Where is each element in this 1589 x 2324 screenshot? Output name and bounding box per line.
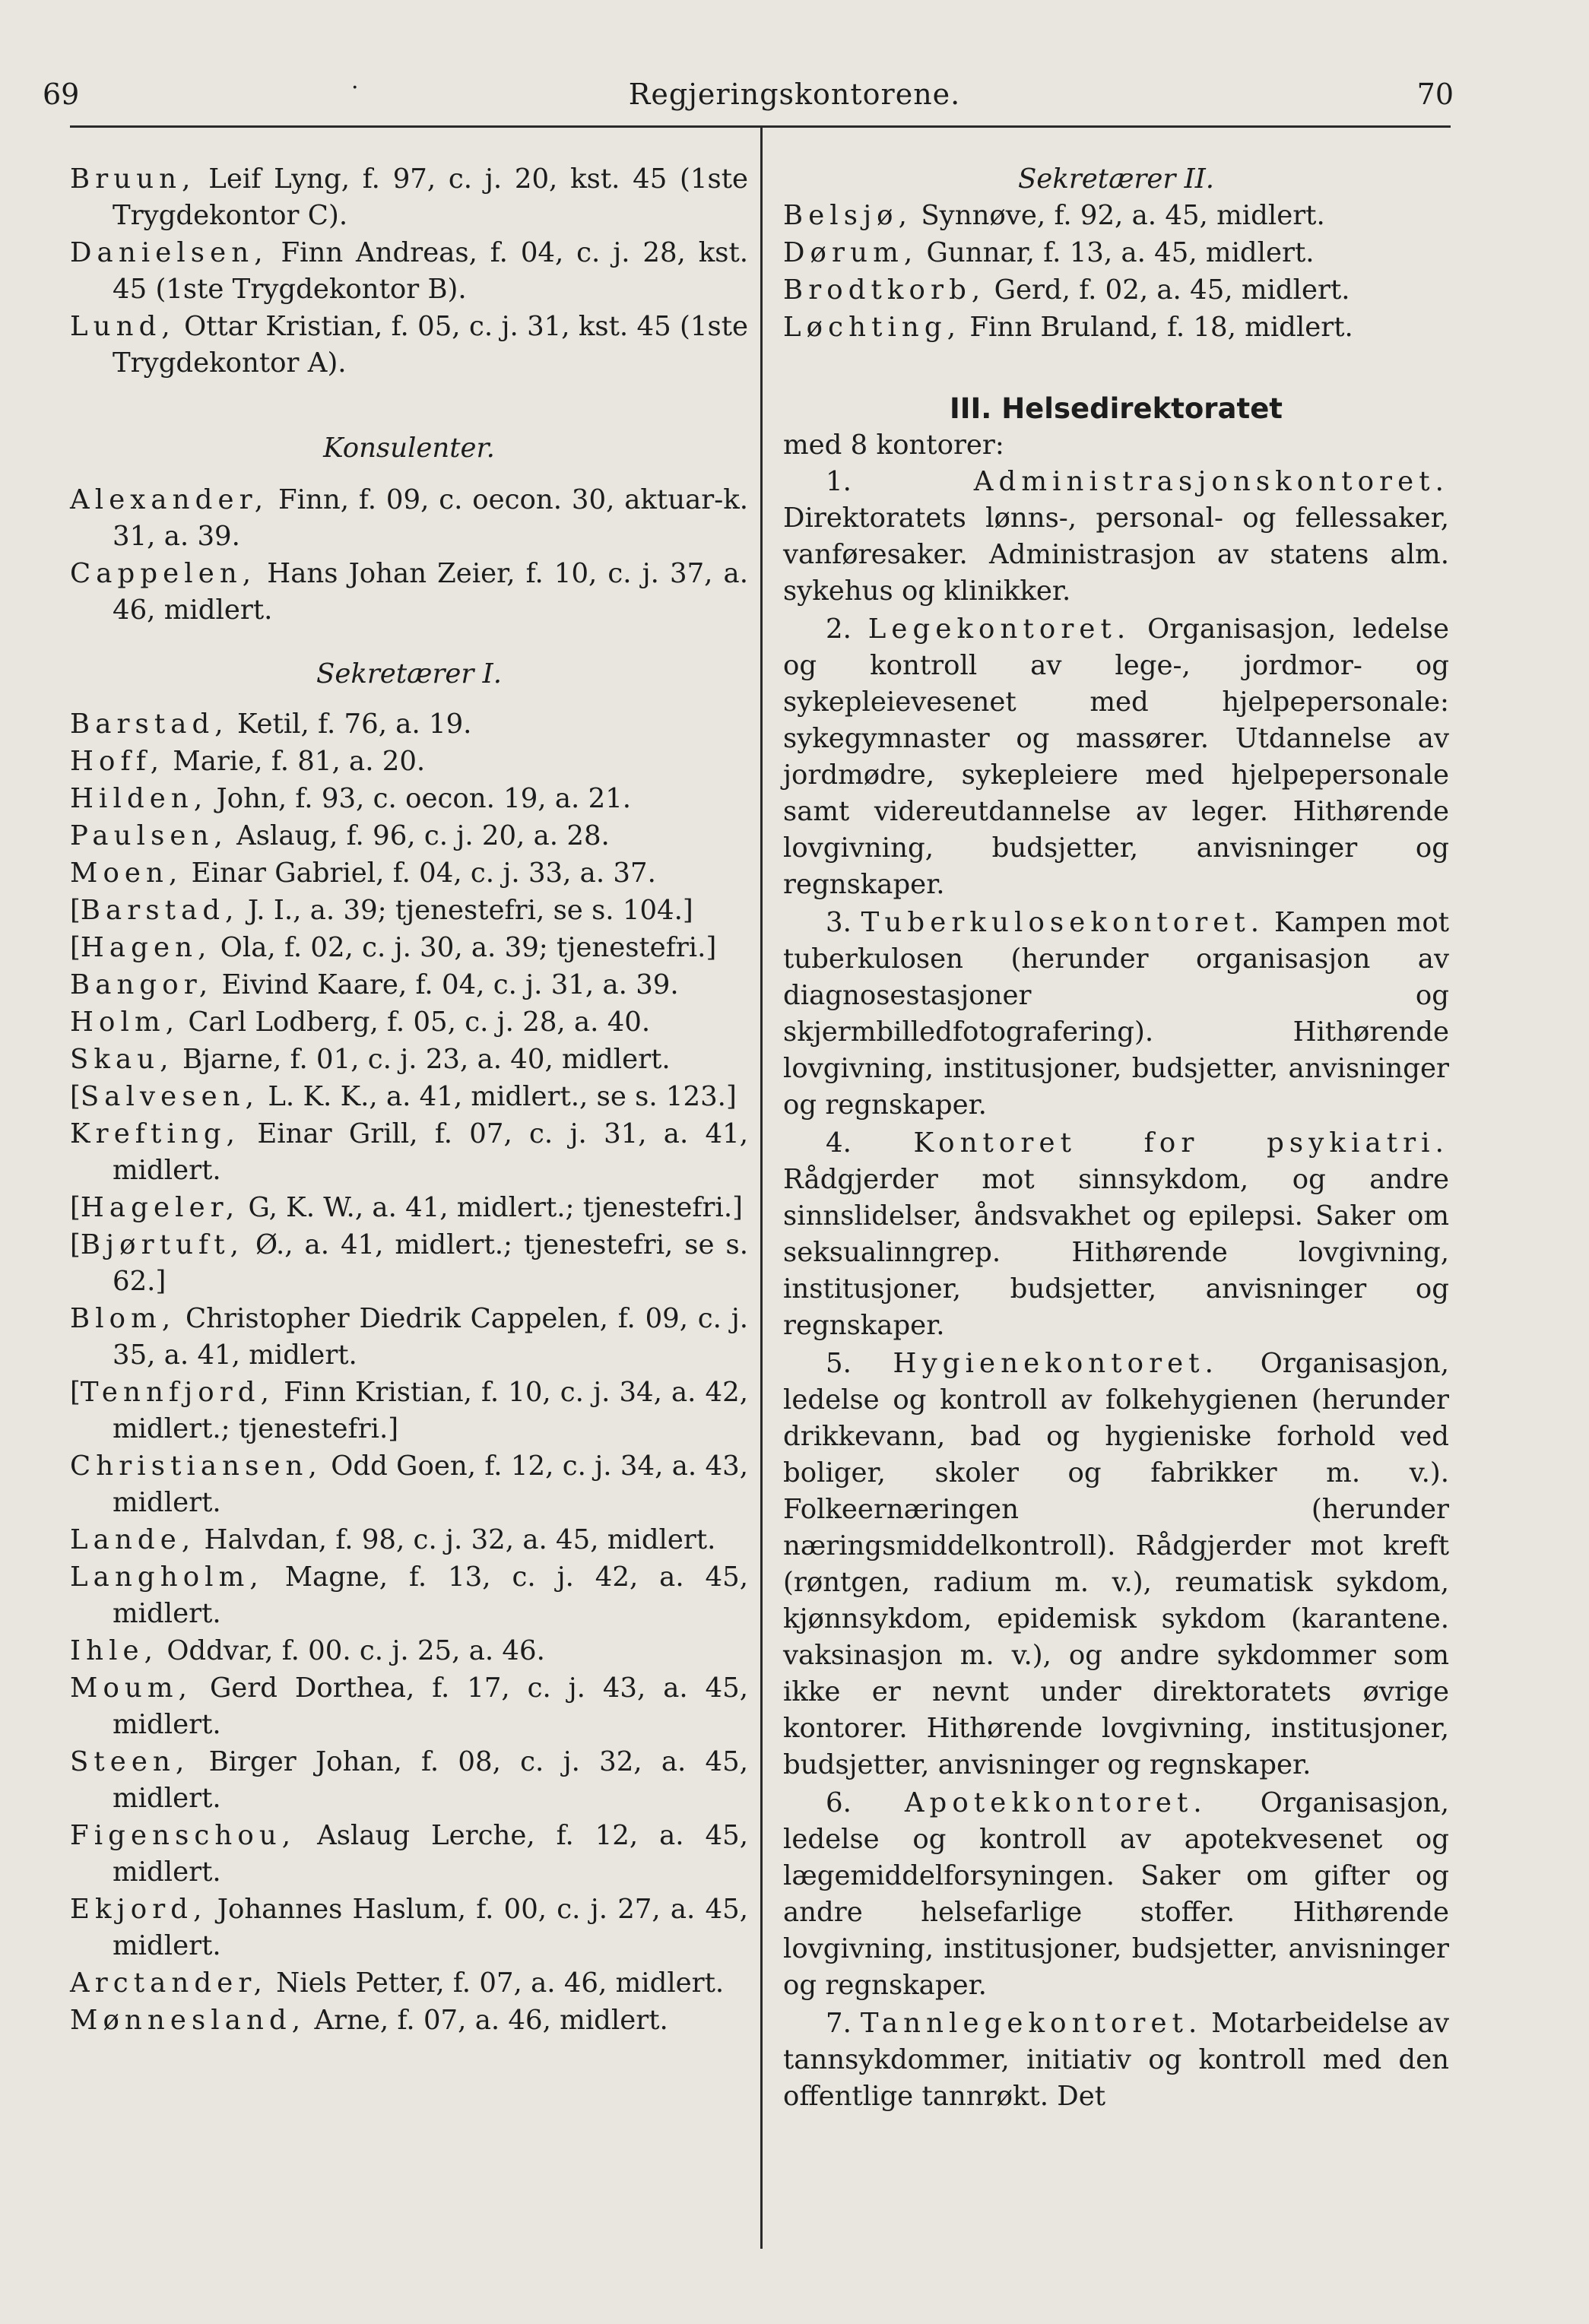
entry-name: Dørum, [783, 237, 918, 268]
entry-details: Gerd, f. 02, a. 45, midlert. [985, 274, 1350, 306]
entry-details: Johannes Haslum, f. 00, c. j. 27, a. 45, midlert. [113, 1894, 748, 1961]
list-item [70, 893, 748, 929]
entry-name: Mønnesland, [70, 2005, 306, 2036]
page-number-right: 70 [1416, 78, 1454, 111]
entry-name: Moen, [70, 858, 183, 889]
entry-details: Bjarne, f. 01, c. j. 23, a. 40, midlert. [173, 1044, 671, 1075]
office-number: 7. [826, 2008, 861, 2039]
office-description: Motarbeidelse av tannsykdommer, initiativ og kontroll med den offentlige tannrøkt. Det [783, 2008, 1449, 2112]
list-item [70, 1301, 748, 1374]
entry-details: Einar Grill, f. 07, c. j. 31, a. 41, midlert. [113, 1118, 748, 1186]
entry-details: Einar Gabriel, f. 04, c. j. 33, a. 37. [182, 858, 656, 889]
list-item [70, 1633, 748, 1669]
list-item [70, 1190, 748, 1226]
entry-name: Bjørtuft, [80, 1229, 245, 1260]
entry-name: Hagen, [80, 932, 212, 963]
entry-details: Gunnar, f. 13, a. 45, midlert. [918, 237, 1315, 268]
list-item [70, 1227, 748, 1300]
entry-details: Finn Andreas, f. 04, c. j. 28, kst. 45 (1ste Trygdekontor B). [113, 237, 748, 305]
office-number: 6. [826, 1787, 905, 1818]
list-item [70, 1818, 748, 1891]
list-item [783, 235, 1449, 271]
list-item [70, 930, 748, 966]
entry-details: Arne, f. 07, a. 46, midlert. [306, 2005, 668, 2036]
section-heading-helsedirektoratet: III. Helsedirektoratet [949, 392, 1283, 425]
office-description: Rådgjerder mot sinnsykdom, og andre sinnslidelser, åndsvakhet og epilepsi. Saker om seksualinngrep. Hithørende lovgivning, institusjoner, budsjetter, anvisninger og regnskaper. [783, 1164, 1449, 1341]
office-paragraph [783, 611, 1449, 903]
entry-details: Ola, f. 02, c. j. 30, a. 39; tjenestefri.] [211, 932, 717, 963]
entry-name: Ekjord, [70, 1894, 208, 1925]
list-item [70, 1004, 748, 1041]
bracket-open: [ [70, 1229, 81, 1260]
bracket-open: [ [70, 1081, 81, 1112]
entry-details: Birger Johan, f. 08, c. j. 32, a. 45, midlert. [113, 1746, 748, 1814]
office-name: Administrasjonskontoret. [973, 466, 1449, 497]
list-item [70, 1116, 748, 1189]
office-paragraph [783, 1346, 1449, 1783]
list-item [70, 482, 748, 555]
list-item [70, 818, 748, 854]
list-item [70, 743, 748, 780]
entry-name: Belsjø, [783, 200, 913, 231]
list-item [70, 309, 748, 382]
entry-name: Blom, [70, 1303, 176, 1334]
entry-name: Alexander, [70, 484, 269, 515]
left-column [70, 161, 748, 2040]
entry-details: Christopher Diedrik Cappelen, f. 09, c. j. 35, a. 41, midlert. [113, 1303, 748, 1371]
entry-name: Salvesen, [80, 1081, 260, 1112]
entry-name: Brodtkorb, [783, 274, 986, 306]
office-number: 3. [826, 907, 861, 938]
entry-details: Gerd Dorthea, f. 17, c. j. 43, a. 45, midlert. [113, 1672, 748, 1740]
list-item [70, 781, 748, 817]
list-item [70, 967, 748, 1003]
entry-details: Finn Kristian, f. 10, c. j. 34, a. 42, midlert.; tjenestefri.] [113, 1377, 748, 1444]
entry-name: Tennfjord, [80, 1377, 275, 1408]
entry-details: Eivind Kaare, f. 04, c. j. 31, a. 39. [213, 969, 679, 1000]
entry-details: Niels Petter, f. 07, a. 46, midlert. [267, 1967, 725, 1999]
entry-name: Bruun, [70, 163, 196, 195]
entry-details: Leif Lyng, f. 97, c. j. 20, kst. 45 (1ste Trygdekontor C). [113, 163, 748, 231]
office-paragraph [783, 464, 1449, 610]
entry-name: Løchting, [783, 312, 962, 343]
list-item [783, 272, 1449, 309]
list-item [70, 1079, 748, 1115]
section-heading-konsulenter: Konsulenter. [323, 433, 495, 464]
office-paragraph [783, 2005, 1449, 2115]
entry-name: Langholm, [70, 1561, 264, 1593]
entry-name: Lund, [70, 311, 176, 342]
office-description: Direktoratets lønns-, personal- og fellessaker, vanføresaker. Administrasjon av statens alm. sykehus og klinikker. [783, 503, 1449, 607]
office-description: Organisasjon, ledelse og kontroll av lege-, jordmor- og sykepleievesenet med hjelpepersonale: sykegymnaster og massører. Utdannelse av jordmødre, sykepleiere med hjelpepersonale samt videreutdannelse av leger. Hithørende lovgivning, budsjetter, anvisninger og regnskaper. [783, 613, 1449, 900]
entry-name: Skau, [70, 1044, 174, 1075]
list-item [70, 1522, 748, 1558]
section-heading-sekretaerer-2: Sekretærer II. [1017, 163, 1215, 195]
top-entries [70, 161, 748, 382]
header-title: Regjeringskontorene. [628, 78, 961, 111]
entry-name: Krefting, [70, 1118, 241, 1149]
office-number: 4. [826, 1127, 914, 1159]
list-item [783, 198, 1449, 234]
office-name: Apotekkontoret. [904, 1787, 1207, 1818]
intro-text: med 8 kontorer: [783, 430, 1004, 461]
entry-details: John, f. 93, c. oecon. 19, a. 21. [208, 783, 632, 814]
entry-details: Ketil, f. 76, a. 19. [228, 709, 472, 740]
list-item [70, 1374, 748, 1447]
entry-details: Carl Lodberg, f. 05, c. j. 28, a. 40. [179, 1007, 651, 1038]
header-dot: · [351, 75, 359, 101]
entry-name: Hoff, [70, 746, 165, 777]
list-item [70, 1670, 748, 1743]
list-item [70, 161, 748, 234]
entry-name: Barstad, [80, 895, 239, 926]
office-number: 1. [826, 466, 974, 497]
entry-details: Halvdan, f. 98, c. j. 32, a. 45, midlert. [195, 1524, 716, 1555]
entry-details: Finn Bruland, f. 18, midlert. [961, 312, 1353, 343]
list-item [70, 556, 748, 629]
list-item [70, 1559, 748, 1632]
running-header [0, 75, 1589, 123]
entry-details: Aslaug Lerche, f. 12, a. 45, midlert. [113, 1820, 748, 1888]
list-item [70, 1448, 748, 1521]
office-paragraph [783, 905, 1449, 1124]
entry-details: G, K. W., a. 41, midlert.; tjenestefri.] [239, 1192, 743, 1223]
list-item [70, 1891, 748, 1964]
entry-details: J. I., a. 39; tjenestefri, se s. 104.] [239, 895, 693, 926]
page-number-left: 69 [43, 78, 80, 111]
office-list [783, 464, 1449, 2115]
entry-name: Holm, [70, 1007, 180, 1038]
bracket-open: [ [70, 932, 81, 963]
entry-details: Marie, f. 81, a. 20. [164, 746, 426, 777]
entry-name: Bangor, [70, 969, 214, 1000]
list-item [70, 1744, 748, 1817]
entry-details: Ø., a. 41, midlert.; tjenestefri, se s. 62.] [113, 1229, 748, 1297]
entry-name: Danielsen, [70, 237, 268, 268]
list-item [70, 1965, 748, 2002]
list-item [70, 855, 748, 892]
office-name: Hygienekontoret. [893, 1348, 1220, 1379]
entry-name: Barstad, [70, 709, 229, 740]
entry-name: Figenschou, [70, 1820, 297, 1851]
entry-details: L. K. K., a. 41, midlert., se s. 123.] [259, 1081, 737, 1112]
office-number: 2. [826, 613, 868, 645]
list-item [70, 2002, 748, 2039]
entry-name: Hilden, [70, 783, 208, 814]
entry-name: Paulsen, [70, 820, 228, 851]
entry-details: Synnøve, f. 92, a. 45, midlert. [912, 200, 1325, 231]
entry-name: Arctander, [70, 1967, 268, 1999]
office-name: Tuberkulosekontoret. [861, 907, 1265, 938]
entry-details: Odd Goen, f. 12, c. j. 34, a. 43, midlert. [113, 1451, 748, 1518]
entry-details: Finn, f. 09, c. oecon. 30, aktuar-k. 31, a. 39. [113, 484, 748, 552]
entry-details: Oddvar, f. 00. c. j. 25, a. 46. [158, 1635, 545, 1666]
office-paragraph [783, 1125, 1449, 1344]
bracket-open: [ [70, 895, 81, 926]
office-description: Organisasjon, ledelse og kontroll av folkehygienen (herunder drikkevann, bad og hygieniske forhold ved boliger, skoler og fabrikker m. v.). Folkeernæringen (herunder næringsmiddelkontroll). Rådgjerder mot kreft (røntgen, radium m. v.), reumatisk sykdom, kjønnsykdom, epidemisk sykdom (karantene. vaksinasjon m. v.), og andre sykdommer som ikke er nevnt under direktoratets øvrige kontorer. Hithørende lovgivning, institusjoner, budsjetter, anvisninger og regnskaper. [783, 1348, 1449, 1780]
office-description: Organisasjon, ledelse og kontroll av apotekvesenet og lægemiddelforsyningen. Saker om gifter og andre helsefarlige stoffer. Hithørende lovgivning, institusjoner, budsjetter, anvisninger og regnskaper. [783, 1787, 1449, 2001]
list-item [70, 235, 748, 308]
office-name: Legekontoret. [867, 613, 1131, 645]
entry-name: Hageler, [80, 1192, 240, 1223]
bracket-open: [ [70, 1377, 81, 1408]
office-paragraph [783, 1785, 1449, 2004]
entry-name: Ihle, [70, 1635, 159, 1666]
bracket-open: [ [70, 1192, 81, 1223]
entry-name: Moum, [70, 1672, 193, 1704]
office-name: Kontoret for psykiatri. [913, 1127, 1449, 1159]
entry-details: Ottar Kristian, f. 05, c. j. 31, kst. 45 (1ste Trygdekontor A). [113, 311, 748, 379]
column-divider [760, 128, 763, 2249]
entry-name: Lande, [70, 1524, 196, 1555]
entry-name: Christiansen, [70, 1451, 322, 1482]
list-item [70, 1042, 748, 1078]
office-name: Tannlegekontoret. [860, 2008, 1203, 2039]
entry-details: Hans Johan Zeier, f. 10, c. j. 37, a. 46, midlert. [113, 558, 748, 626]
list-item [70, 706, 748, 743]
entry-details: Aslaug, f. 96, c. j. 20, a. 28. [227, 820, 610, 851]
office-description: Kampen mot tuberkulosen (herunder organisasjon av diagnosestasjoner og skjermbilledfotografering). Hithørende lovgivning, institusjoner, budsjetter, anvisninger og regnskaper. [783, 907, 1449, 1121]
office-number: 5. [826, 1348, 893, 1379]
right-column [783, 161, 1449, 2116]
entry-name: Cappelen, [70, 558, 257, 589]
entry-name: Steen, [70, 1746, 190, 1777]
sekretaerer-1-list [70, 706, 748, 2039]
section-heading-sekretaerer-1: Sekretærer I. [316, 658, 502, 690]
entry-details: Magne, f. 13, c. j. 42, a. 45, midlert. [113, 1561, 748, 1629]
list-item [783, 309, 1449, 346]
